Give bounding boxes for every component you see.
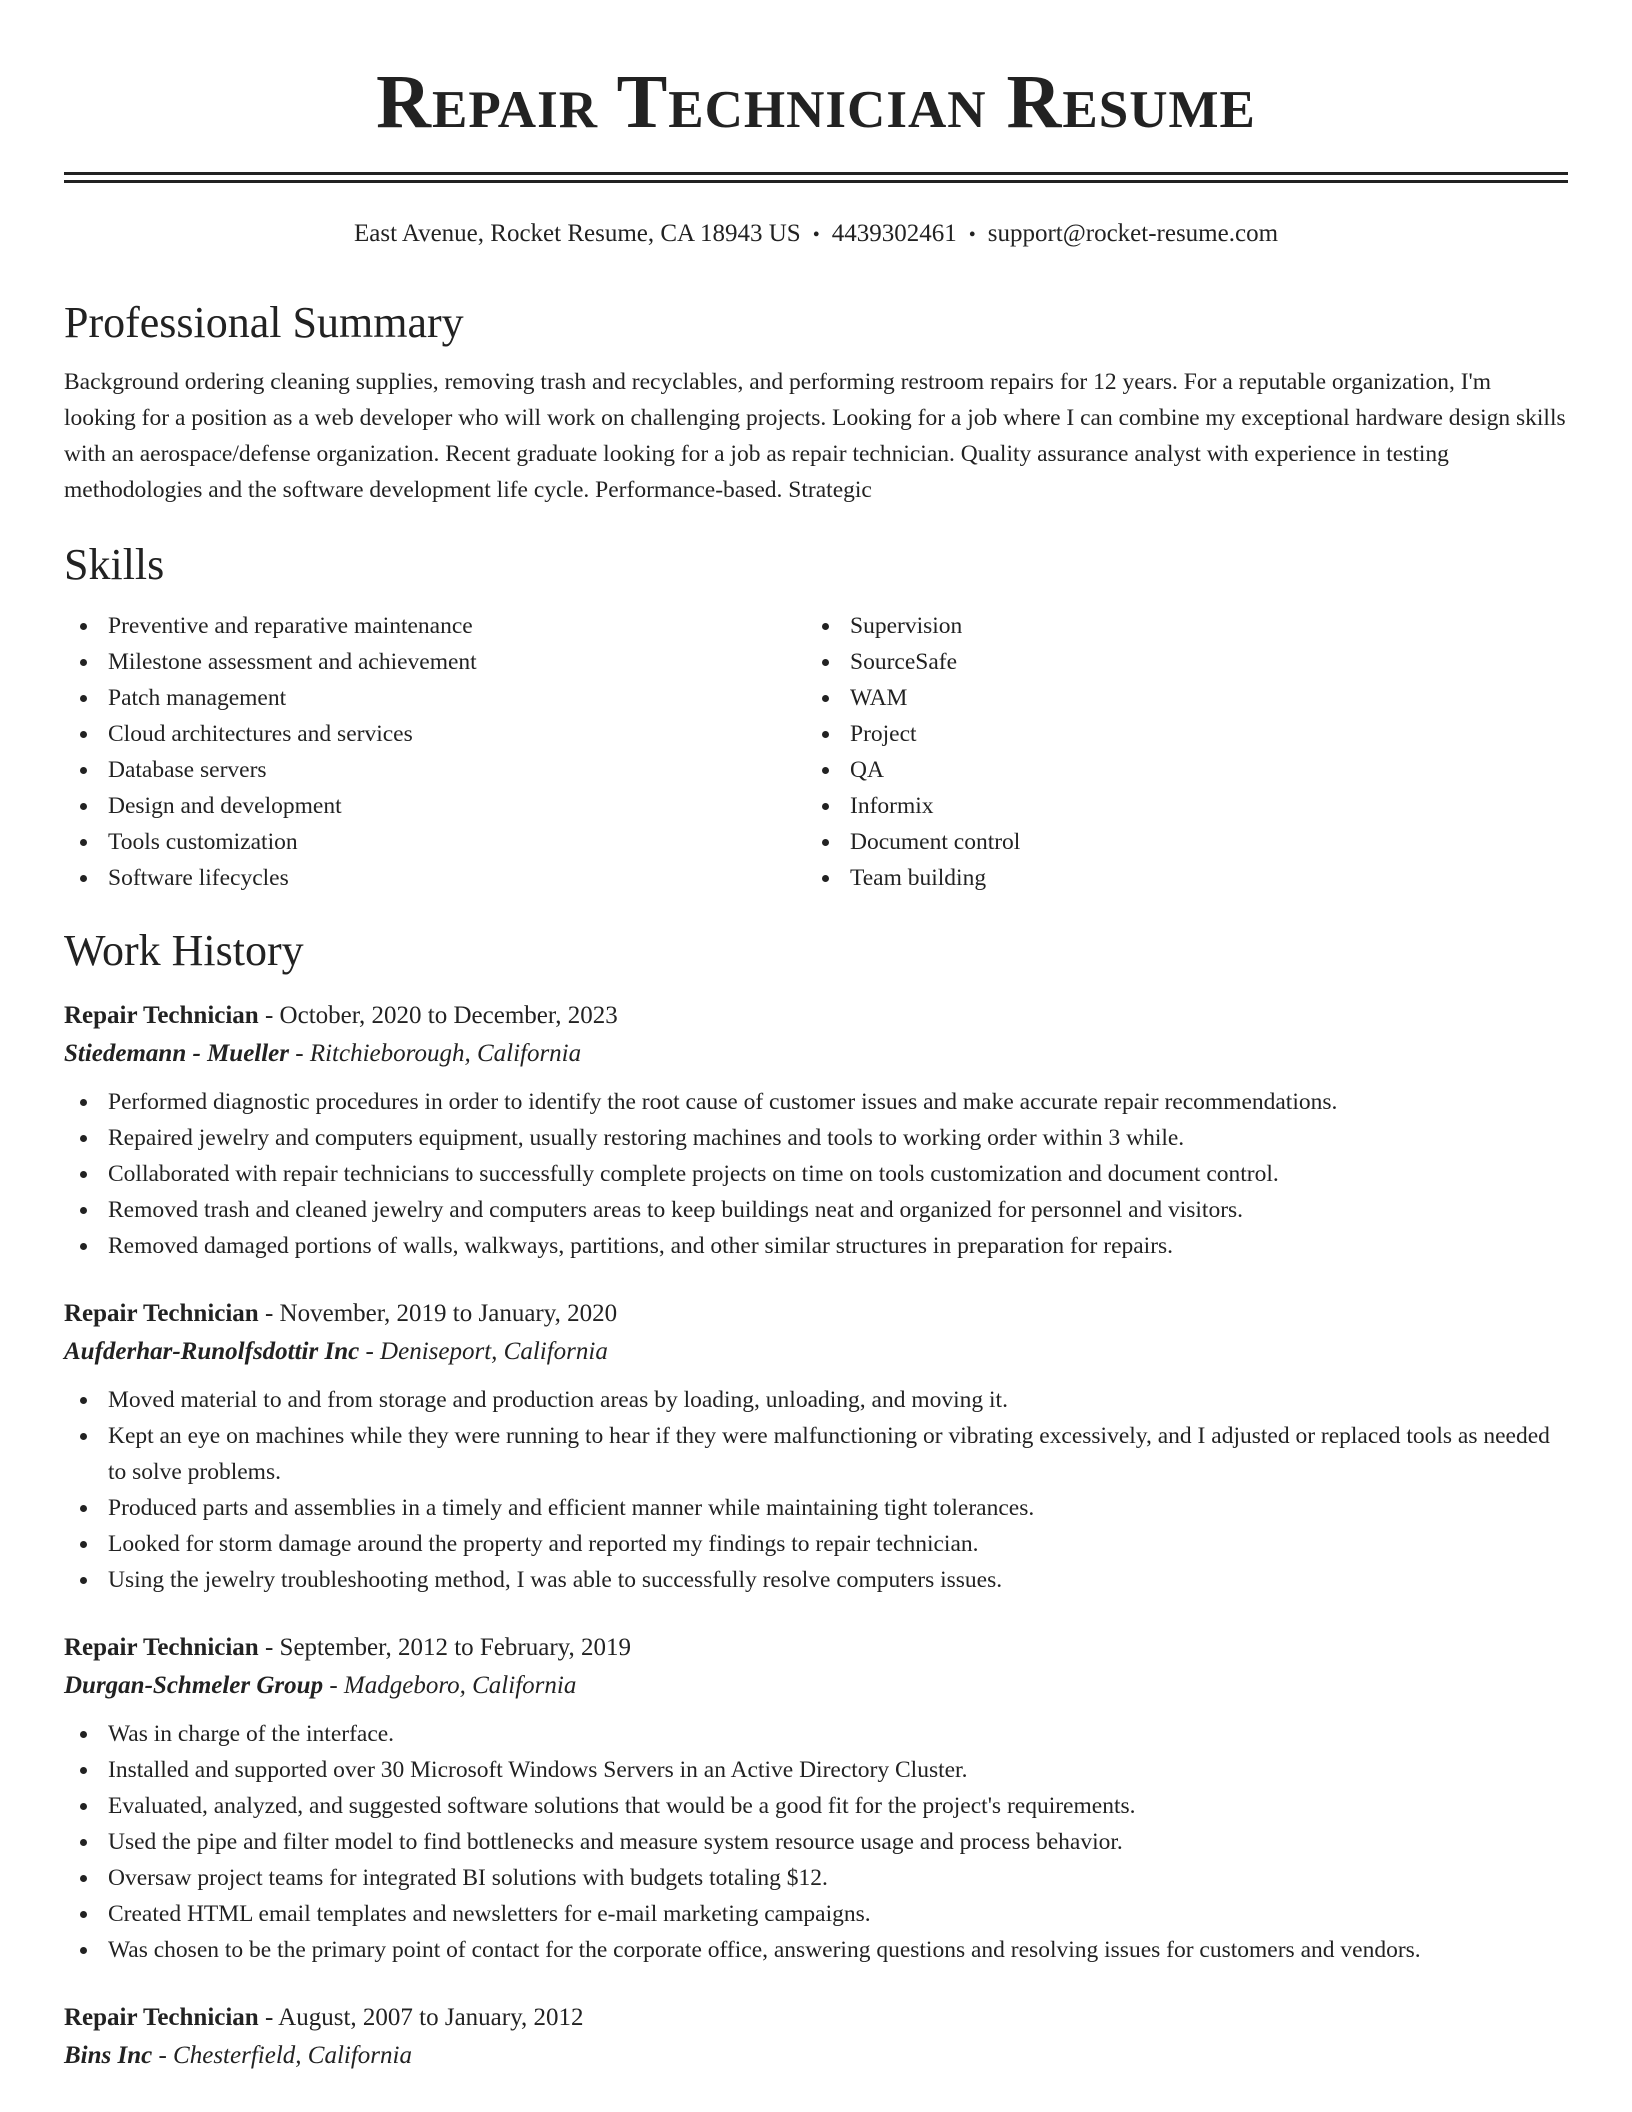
job-role: Repair Technician — [64, 2004, 259, 2032]
job-duty-item: Evaluated, analyzed, and suggested software solutions that would be a good fit for the project's requirements. — [64, 1788, 1568, 1824]
company-line — [64, 1034, 1568, 1074]
skills-list-right — [806, 608, 1548, 896]
skills-list-left — [64, 608, 806, 896]
skill-item: Tools customization — [64, 824, 806, 860]
skill-item: Informix — [806, 788, 1548, 824]
job-role: Repair Technician — [64, 1300, 259, 1328]
job-entry — [64, 1630, 1568, 1968]
job-duty-item: Installed and supported over 30 Microsoft Windows Servers in an Active Directory Cluster. — [64, 1752, 1568, 1788]
work-history-list — [64, 998, 1568, 2076]
job-role: Repair Technician — [64, 1634, 259, 1662]
job-duty-item: Collaborated with repair technicians to successfully complete projects on time on tools customization and document control. — [64, 1156, 1568, 1192]
bullet-separator: • — [968, 224, 976, 247]
skills-columns — [64, 608, 1568, 896]
company-line — [64, 1666, 1568, 1706]
summary-text: Background ordering cleaning supplies, removing trash and recyclables, and performing restroom repairs for 12 years. For a reputable organization, I'm looking for a position as a web developer who will work on challenging projects. Looking for a job where I can combine my exceptional hardware design skills with an aerospace/defense organization. Recent graduate looking for a job as repair technician. Quality assurance analyst with experience in testing methodologies and the software development life cycle. Performance-based. Strategic — [64, 369, 1566, 504]
job-duty-item: Produced parts and assemblies in a timely and efficient manner while maintaining tight tolerances. — [64, 1490, 1568, 1526]
job-title-line — [64, 1630, 1568, 1666]
job-duty-item: Moved material to and from storage and production areas by loading, unloading, and moving it. — [64, 1382, 1568, 1418]
company-line — [64, 2036, 1568, 2076]
skill-item: Document control — [806, 824, 1548, 860]
contact-phone: 4439302461 — [831, 220, 957, 247]
bullet-separator: • — [812, 224, 820, 247]
company-location: - Deniseport, California — [365, 1338, 608, 1366]
job-duty-item: Was chosen to be the primary point of contact for the corporate office, answering questions and resolving issues for customers and vendors. — [64, 1932, 1568, 1968]
job-duties-list — [64, 1084, 1568, 1264]
title-divider — [64, 172, 1568, 183]
job-dates: - October, 2020 to December, 2023 — [264, 1002, 618, 1030]
company-name: Durgan-Schmeler Group — [64, 1672, 324, 1700]
contact-email: support@rocket-resume.com — [987, 220, 1279, 247]
skill-item: Cloud architectures and services — [64, 716, 806, 752]
skill-item: Milestone assessment and achievement — [64, 644, 806, 680]
company-location: - Madgeboro, California — [329, 1672, 577, 1700]
skills-heading: Skills — [64, 540, 165, 590]
job-dates: - September, 2012 to February, 2019 — [264, 1634, 632, 1662]
company-name: Bins Inc — [64, 2042, 153, 2070]
job-duty-item: Was in charge of the interface. — [64, 1716, 1568, 1752]
job-duty-item: Performed diagnostic procedures in order to identify the root cause of customer issues and make accurate repair recommendations. — [64, 1084, 1568, 1120]
contact-address: East Avenue, Rocket Resume, CA 18943 US — [353, 220, 801, 247]
job-duty-item: Removed damaged portions of walls, walkways, partitions, and other similar structures in preparation for repairs. — [64, 1228, 1568, 1264]
summary-heading: Professional Summary — [64, 298, 464, 348]
work-history-heading: Work History — [64, 926, 304, 976]
resume-title: Repair Technician Resume — [376, 60, 1256, 144]
job-entry — [64, 1296, 1568, 1598]
skill-item: Team building — [806, 860, 1548, 896]
job-entry — [64, 998, 1568, 1264]
job-duty-item: Looked for storm damage around the property and reported my findings to repair technician. — [64, 1526, 1568, 1562]
job-dates: - August, 2007 to January, 2012 — [264, 2004, 584, 2032]
skill-item: SourceSafe — [806, 644, 1548, 680]
skill-item: Design and development — [64, 788, 806, 824]
job-duty-item: Repaired jewelry and computers equipment, usually restoring machines and tools to working order within 3 while. — [64, 1120, 1568, 1156]
skill-item: WAM — [806, 680, 1548, 716]
job-title-line — [64, 1296, 1568, 1332]
skill-item: Supervision — [806, 608, 1548, 644]
job-duty-item: Used the pipe and filter model to find bottlenecks and measure system resource usage and process behavior. — [64, 1824, 1568, 1860]
company-location: - Chesterfield, California — [158, 2042, 412, 2070]
job-title-line — [64, 2000, 1568, 2036]
job-duty-item: Created HTML email templates and newsletters for e-mail marketing campaigns. — [64, 1896, 1568, 1932]
skill-item: QA — [806, 752, 1548, 788]
skill-item: Software lifecycles — [64, 860, 806, 896]
job-duties-list — [64, 1716, 1568, 1968]
job-duty-item: Removed trash and cleaned jewelry and computers areas to keep buildings neat and organized for personnel and visitors. — [64, 1192, 1568, 1228]
company-name: Aufderhar-Runolfsdottir Inc — [64, 1338, 360, 1366]
job-duties-list — [64, 1382, 1568, 1598]
company-name: Stiedemann - Mueller — [64, 1040, 290, 1068]
job-duty-item: Oversaw project teams for integrated BI solutions with budgets totaling $12. — [64, 1860, 1568, 1896]
job-title-line — [64, 998, 1568, 1034]
skill-item: Preventive and reparative maintenance — [64, 608, 806, 644]
job-dates: - November, 2019 to January, 2020 — [264, 1300, 618, 1328]
job-role: Repair Technician — [64, 1002, 259, 1030]
contact-line — [64, 219, 1568, 250]
skill-item: Project — [806, 716, 1548, 752]
skill-item: Patch management — [64, 680, 806, 716]
job-duty-item: Using the jewelry troubleshooting method, I was able to successfully resolve computers issues. — [64, 1562, 1568, 1598]
job-duty-item: Kept an eye on machines while they were running to hear if they were malfunctioning or vibrating excessively, and I adjusted or replaced tools as needed to solve problems. — [64, 1418, 1568, 1490]
company-line — [64, 1332, 1568, 1372]
job-entry — [64, 2000, 1568, 2076]
company-location: - Ritchieborough, California — [295, 1040, 582, 1068]
skill-item: Database servers — [64, 752, 806, 788]
